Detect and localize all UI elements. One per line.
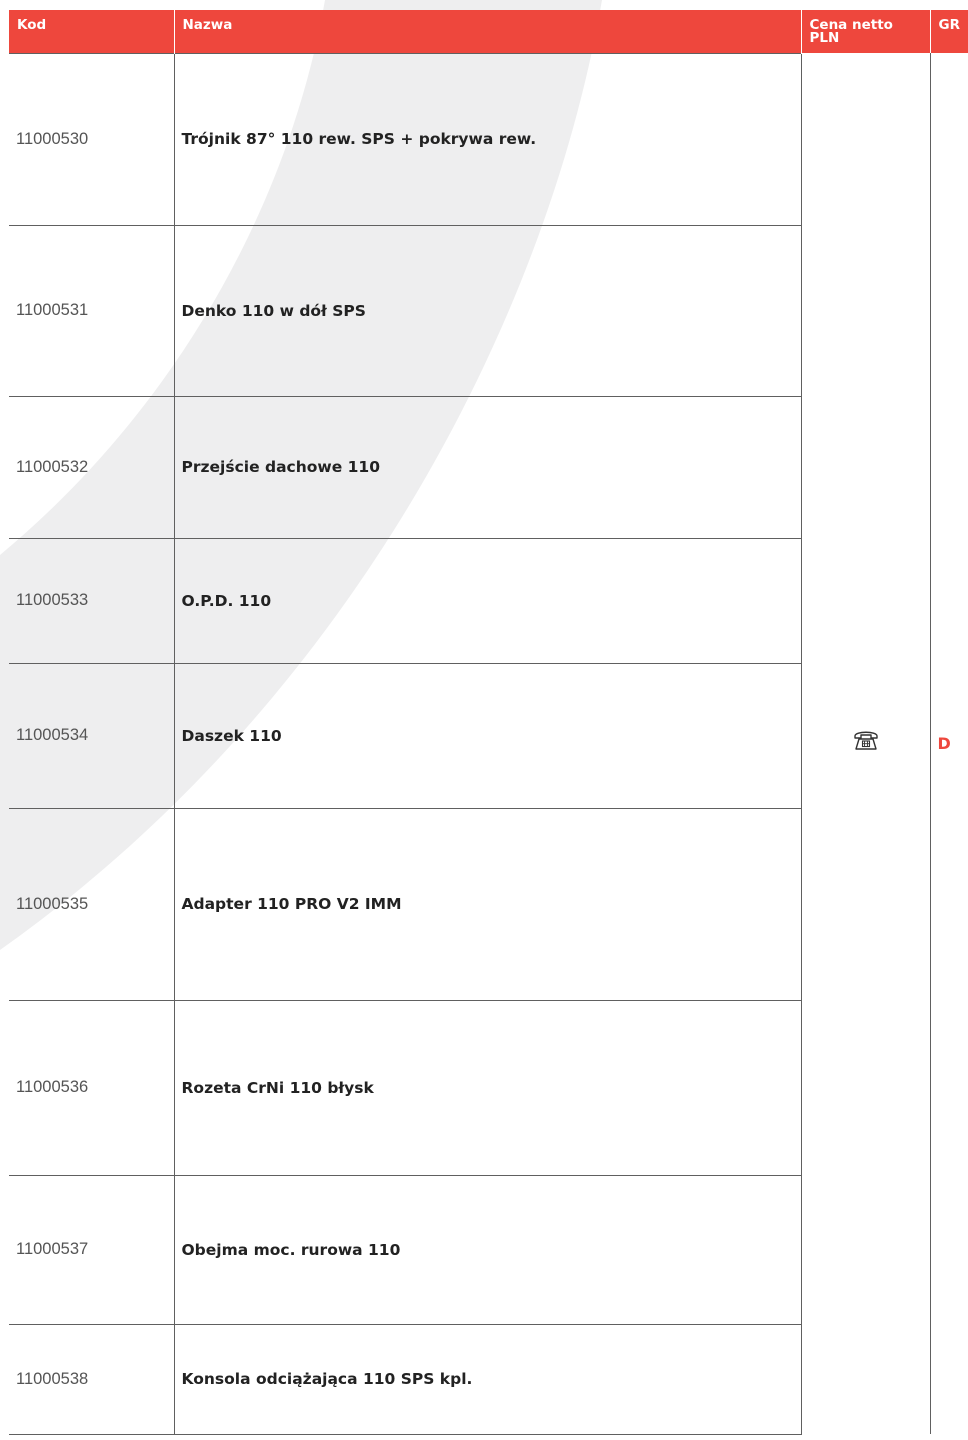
product-code: 11000533	[9, 538, 174, 663]
product-code: 11000530	[9, 53, 174, 225]
product-name: Trójnik 87° 110 rew. SPS + pokrywa rew.	[174, 53, 801, 225]
header-gr: GR	[930, 10, 968, 53]
group-value: D	[930, 53, 968, 1434]
product-code: 11000534	[9, 663, 174, 808]
header-kod: Kod	[9, 10, 174, 53]
product-code: 11000537	[9, 1175, 174, 1324]
header-cena-line2: PLN	[809, 30, 840, 46]
product-name: O.P.D. 110	[174, 538, 801, 663]
table-row	[9, 53, 968, 225]
product-name: Obejma moc. rurowa 110	[174, 1175, 801, 1324]
header-nazwa: Nazwa	[174, 10, 801, 53]
price-list-table	[9, 10, 968, 1435]
header-cena-line1: Cena netto	[809, 17, 893, 33]
price-cell	[801, 53, 930, 1434]
telephone-icon	[853, 727, 879, 753]
product-name: Denko 110 w dół SPS	[174, 225, 801, 396]
product-code: 11000536	[9, 1000, 174, 1175]
product-name: Rozeta CrNi 110 błysk	[174, 1000, 801, 1175]
product-name: Konsola odciążająca 110 SPS kpl.	[174, 1324, 801, 1434]
table-body	[9, 53, 968, 1434]
product-code: 11000535	[9, 808, 174, 1000]
product-code: 11000531	[9, 225, 174, 396]
header-cena-netto	[801, 10, 930, 53]
table-header	[9, 10, 968, 53]
product-code: 11000532	[9, 396, 174, 538]
product-name: Adapter 110 PRO V2 IMM	[174, 808, 801, 1000]
product-code: 11000538	[9, 1324, 174, 1434]
product-name: Przejście dachowe 110	[174, 396, 801, 538]
product-name: Daszek 110	[174, 663, 801, 808]
